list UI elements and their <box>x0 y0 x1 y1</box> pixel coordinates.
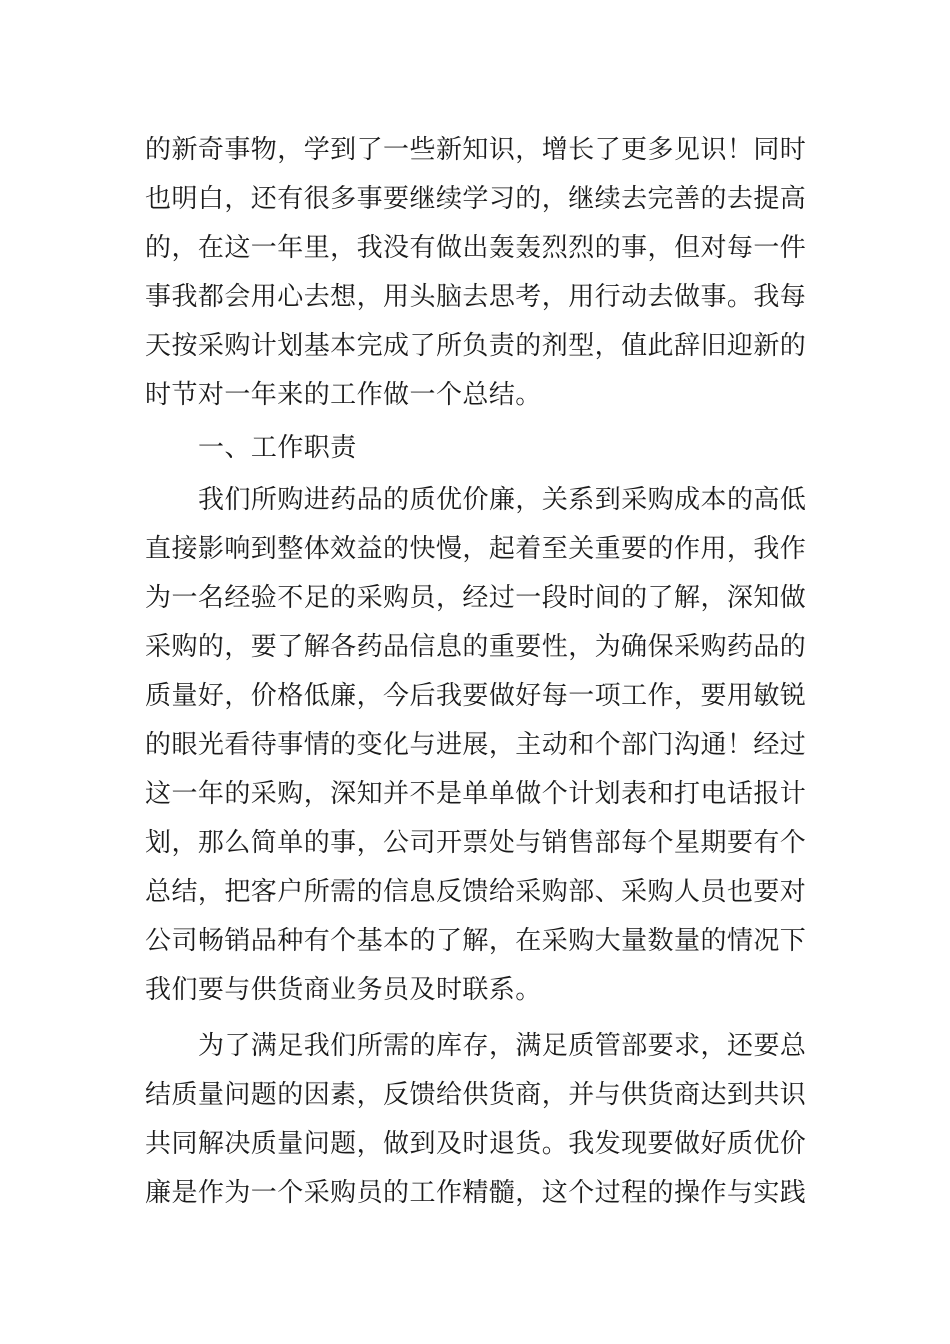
paragraph-line: 天按采购计划基本完成了所负责的剂型，值此辞旧迎新的 <box>145 331 807 361</box>
paragraph-line: 的，在这一年里，我没有做出轰轰烈烈的事，但对每一件 <box>145 233 807 263</box>
section-heading: 一、工作职责 <box>198 433 357 463</box>
paragraph-line: 我们要与供货商业务员及时联系。 <box>145 975 542 1005</box>
paragraph-line: 我们所购进药品的质优价廉，关系到采购成本的高低 <box>198 485 807 515</box>
paragraph-line: 为了满足我们所需的库存，满足质管部要求，还要总 <box>198 1031 807 1061</box>
paragraph-line: 结质量问题的因素，反馈给供货商，并与供货商达到共识 <box>145 1080 807 1110</box>
paragraph-line: 采购的，要了解各药品信息的重要性，为确保采购药品的 <box>145 632 807 662</box>
paragraph-line: 划，那么简单的事，公司开票处与销售部每个星期要有个 <box>145 828 807 858</box>
paragraph-line: 的新奇事物，学到了一些新知识，增长了更多见识！同时 <box>145 135 807 165</box>
paragraph-line: 公司畅销品种有个基本的了解，在采购大量数量的情况下 <box>145 926 807 956</box>
paragraph-line: 廉是作为一个采购员的工作精髓，这个过程的操作与实践 <box>145 1178 807 1208</box>
paragraph-line: 共同解决质量问题，做到及时退货。我发现要做好质优价 <box>145 1129 807 1159</box>
paragraph-line: 事我都会用心去想，用头脑去思考，用行动去做事。我每 <box>145 282 807 312</box>
paragraph-line: 质量好，价格低廉，今后我要做好每一项工作，要用敏锐 <box>145 681 807 711</box>
paragraph-line: 直接影响到整体效益的快慢，起着至关重要的作用，我作 <box>145 534 807 564</box>
paragraph-line: 为一名经验不足的采购员，经过一段时间的了解，深知做 <box>145 583 807 613</box>
paragraph-line: 的眼光看待事情的变化与进展，主动和个部门沟通！经过 <box>145 730 807 760</box>
paragraph-line: 总结，把客户所需的信息反馈给采购部、采购人员也要对 <box>145 877 807 907</box>
paragraph-line: 也明白，还有很多事要继续学习的，继续去完善的去提高 <box>145 184 807 214</box>
paragraph-line: 这一年的采购，深知并不是单单做个计划表和打电话报计 <box>145 779 807 809</box>
paragraph-line: 时节对一年来的工作做一个总结。 <box>145 380 542 410</box>
